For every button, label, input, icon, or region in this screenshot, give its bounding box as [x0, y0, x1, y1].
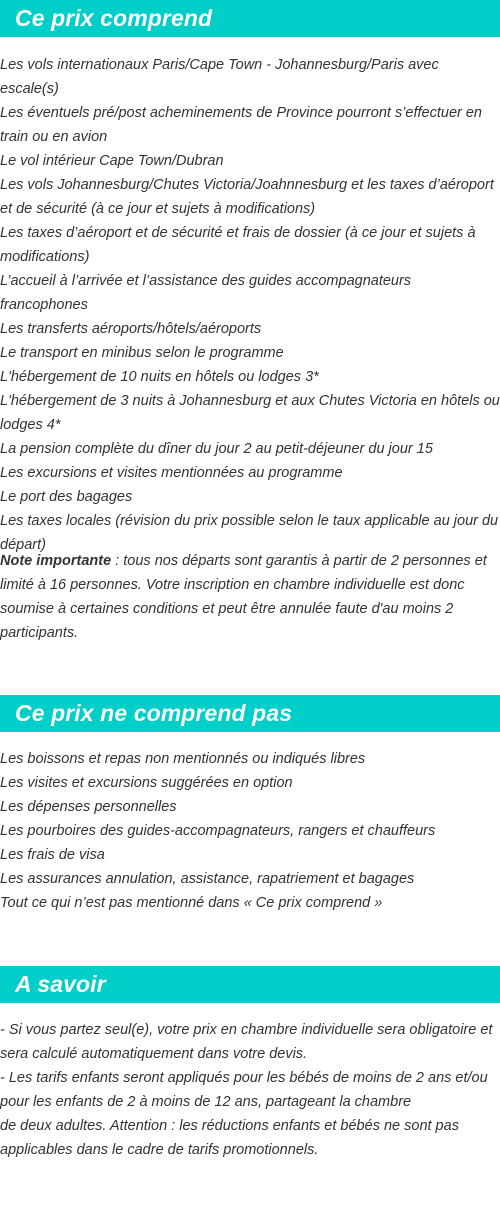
- excludes-title: Ce prix ne comprend pas: [15, 700, 293, 726]
- note-label: Note importante: [0, 553, 112, 569]
- list-item: Les éventuels pré/post acheminements de Province pourront s’effectuer en train ou en avion: [0, 105, 482, 145]
- list-item: Le transport en minibus selon le programme: [0, 345, 284, 361]
- excludes-list: [0, 747, 500, 915]
- section-header-includes: [0, 0, 500, 37]
- list-item: Les taxes locales (révision du prix possible selon le taux applicable au jour du départ): [0, 513, 499, 553]
- info-list: [0, 1018, 500, 1162]
- info-title: A savoir: [15, 971, 106, 997]
- section-header-info: [0, 966, 500, 1003]
- list-item: Le vol intérieur Cape Town/Dubran: [0, 153, 224, 169]
- list-item: Les assurances annulation, assistance, rapatriement et bagages: [0, 871, 415, 887]
- list-item: Les frais de visa: [0, 847, 105, 863]
- list-item: de deux adultes. Attention : les réductions enfants et bébés ne sont pas applicables dans le cadre de tarifs promotionnels.: [0, 1118, 459, 1158]
- list-item: Les taxes d’aéroport et de sécurité et frais de dossier (à ce jour et sujets à modifications): [0, 225, 476, 265]
- list-item: L'hébergement de 3 nuits à Johannesburg et aux Chutes Victoria en hôtels ou lodges 4*: [0, 393, 500, 433]
- list-item: Les vols Johannesburg/Chutes Victoria/Joahnnesburg et les taxes d’aéroport et de sécurité (à ce jour et sujets à modifications): [0, 177, 494, 217]
- list-item: Le port des bagages: [0, 489, 133, 505]
- list-item: L'hébergement de 10 nuits en hôtels ou lodges 3*: [0, 369, 319, 385]
- includes-list: [0, 53, 500, 557]
- list-item: Les vols internationaux Paris/Cape Town - Johannesburg/Paris avec escale(s): [0, 57, 439, 97]
- list-item: L’accueil à l’arrivée et l’assistance des guides accompagnateurs francophones: [0, 273, 412, 313]
- list-item: Les pourboires des guides-accompagnateurs, rangers et chauffeurs: [0, 823, 436, 839]
- list-item: - Si vous partez seul(e), votre prix en chambre individuelle sera obligatoire et sera calculé automatiquement dans votre devis.: [0, 1022, 493, 1062]
- list-item: Les visites et excursions suggérées en option: [0, 775, 293, 791]
- includes-title: Ce prix comprend: [15, 5, 213, 31]
- list-item: Les boissons et repas non mentionnés ou indiqués libres: [0, 751, 366, 767]
- list-item: - Les tarifs enfants seront appliqués pour les bébés de moins de 2 ans et/ou pour les enfants de 2 à moins de 12 ans, partageant la chambre: [0, 1070, 488, 1110]
- list-item: Les transferts aéroports/hôtels/aéroports: [0, 321, 262, 337]
- section-header-excludes: [0, 695, 500, 732]
- important-note: [0, 549, 500, 645]
- list-item: Les dépenses personnelles: [0, 799, 177, 815]
- list-item: Tout ce qui n’est pas mentionné dans « Ce prix comprend »: [0, 895, 383, 911]
- list-item: Les excursions et visites mentionnées au programme: [0, 465, 343, 481]
- note-text: : tous nos départs sont garantis à partir de 2 personnes et limité à 16 personnes. Votre inscription en chambre individuelle est donc soumise à certaines conditions et peut être annulée faute d'au moins 2 participants.: [0, 553, 487, 641]
- list-item: La pension complète du dîner du jour 2 au petit-déjeuner du jour 15: [0, 441, 433, 457]
